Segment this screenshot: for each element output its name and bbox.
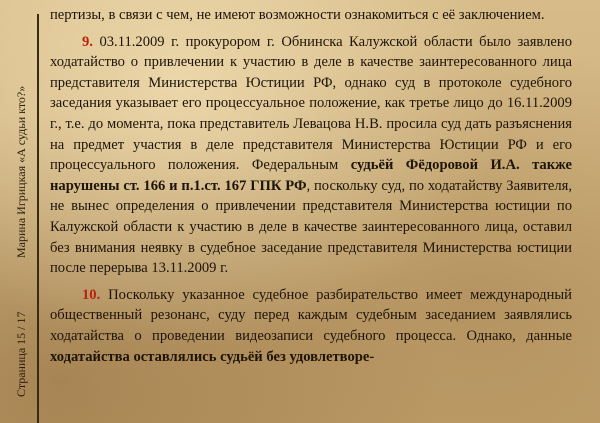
paragraph-9-text-b: , поскольку суд, по ходатайству Заявителя, не вынес определения о привлечении представителя Министерства юстиции по Калужской области к участию в деле в качестве заинтересованного лица, оставил без внимания неявку в судебное заседание представителя Министерства юстиции после перерыва 13.11.2009 г. [50,177,572,277]
paragraph-number-9: 9. [82,33,93,50]
side-page-number: Страница 15 / 17 [14,311,28,397]
paragraph-number-10: 10. [82,286,101,303]
paragraph-intro: пертизы, в связи с чем, не имеют возможности ознакомиться с её заключением. [50,7,545,23]
paragraph-10-bold-text: ходатайства оставлялись судьёй без удовлетворе- [50,348,375,365]
paragraph-9 [50,32,572,279]
paragraph-9-bold-text: судьёй Фёдоровой И.А. также нарушены ст. 166 и п.1.ст. 167 ГПК РФ [50,157,572,194]
margin-rule [37,14,39,423]
side-author-title: Марина Игрицкая «А судьи кто?» [14,85,28,259]
paragraph-9-text-a: 03.11.2009 г. прокурором г. Обнинска Калужской области было заявлено ходатайство о привлечении к участию в деле в качестве заинтересованного лица представителя Министерства Юстиции РФ, однако суд в протоколе судебного заседания указывает его процессуальное положение, как третье лицо до 16.11.2009 г., т.е. до момента, пока представитель Левацова Н.В. просила суд дать разъяснения на предмет участия в деле представителя Министерства Юстиции РФ и его процессуального положения. Федеральным [50,33,572,174]
document-body [50,5,572,367]
paragraph-10 [50,285,572,367]
paragraph-10-text-a: Поскольку указанное судебное разбирательство имеет международный общественный резонанс, суду перед каждым судебным заседанием заявлялись ходатайства о проведении видеозаписи судебного процесса. Однако, данные [50,286,572,344]
